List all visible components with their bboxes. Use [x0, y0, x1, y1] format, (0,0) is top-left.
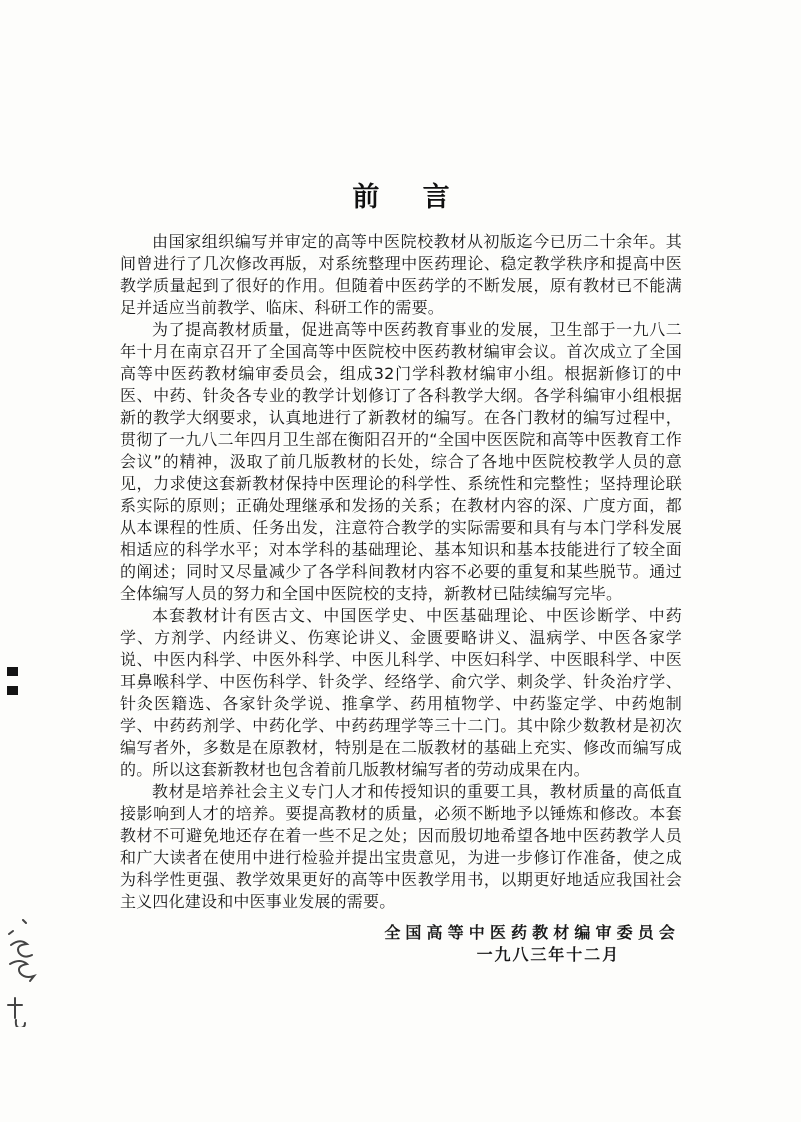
- margin-ink-square-mark: [7, 686, 18, 695]
- signature-line: 全国高等中医药教材编审委员会: [384, 923, 680, 942]
- signature-date: 一九八三年十二月: [476, 945, 620, 964]
- paragraph-3: 本套教材计有医古文、中国医学史、中医基础理论、中医诊断学、中药学、方剂学、内经讲义、伤寒论讲义、金匮要略讲义、温病学、中医各家学说、中医内科学、中医外科学、中医儿科学、中医妇科学、中医眼科学、中医耳鼻喉科学、中医伤科学、针灸学、经络学、俞穴学、刺灸学、针灸治疗学、针灸医籍选、各家针灸学说、推拿学、药用植物学、中药鉴定学、中药炮制学、中药药剂学、中药化学、中药药理学等三十二门。其中除少数教材是初次编写者外，多数是在原教材，特别是在二版教材的基础上充实、修改而编写成的。所以这套新教材也包含着前几版教材编写者的劳动成果在内。: [120, 606, 682, 779]
- preface-content: [120, 183, 682, 966]
- margin-ink-square-mark: [7, 667, 18, 676]
- paragraph-1: 由国家组织编写并审定的高等中医院校教材从初版迄今已历二十余年。其间曾进行了几次修改再版，对系统整理中医药理论、稳定教学秩序和提高中医教学质量起到了很好的作用。但随着中医药学的不断发展，原有教材已不能满足并适应当前教学、临床、科研工作的需要。: [120, 232, 682, 317]
- handwritten-margin-mark: [2, 912, 46, 1027]
- page-title: 前言: [352, 182, 493, 213]
- paragraph-2: 为了提高教材质量，促进高等中医药教育事业的发展，卫生部于一九八二年十月在南京召开了全国高等中医院校中医药教材编审会议。首次成立了全国高等中医药教材编审委员会，组成32门学科教材编审小组。根据新修订的中医、中药、针灸各专业的教学计划修订了各科教学大纲。各学科编审小组根据新的教学大纲要求，认真地进行了新教材的编写。在各门教材的编写过程中，贯彻了一九八二年四月卫生部在衡阳召开的“全国中医医院和高等中医教育工作会议”的精神，汲取了前几版教材的长处，综合了各地中医院校教学人员的意见，力求使这套新教材保持中医理论的科学性、系统性和完整性；坚持理论联系实际的原则；正确处理继承和发扬的关系；在教材内容的深、广度方面，都从本课程的性质、任务出发，注意符合教学的实际需要和具有与本门学科发展相适应的科学水平；对本学科的基础理论、基本知识和基本技能进行了较全面的阐述；同时又尽量减少了各学科间教材内容不必要的重复和某些脱节。通过全体编写人员的努力和全国中医院校的支持，新教材已陆续编写完毕。: [120, 320, 682, 603]
- paragraph-4: 教材是培养社会主义专门人才和传授知识的重要工具，教材质量的高低直接影响到人才的培养。要提高教材的质量，必须不断地予以锤炼和修改。本套教材不可避免地还存在着一些不足之处；因而殷切地希望各地中医药教学人员和广大读者在使用中进行检验并提出宝贵意见，为进一步修订作准备，使之成为科学性更强、教学效果更好的高等中医教学用书，以期更好地适应我国社会主义四化建设和中医事业发展的需要。: [120, 782, 682, 911]
